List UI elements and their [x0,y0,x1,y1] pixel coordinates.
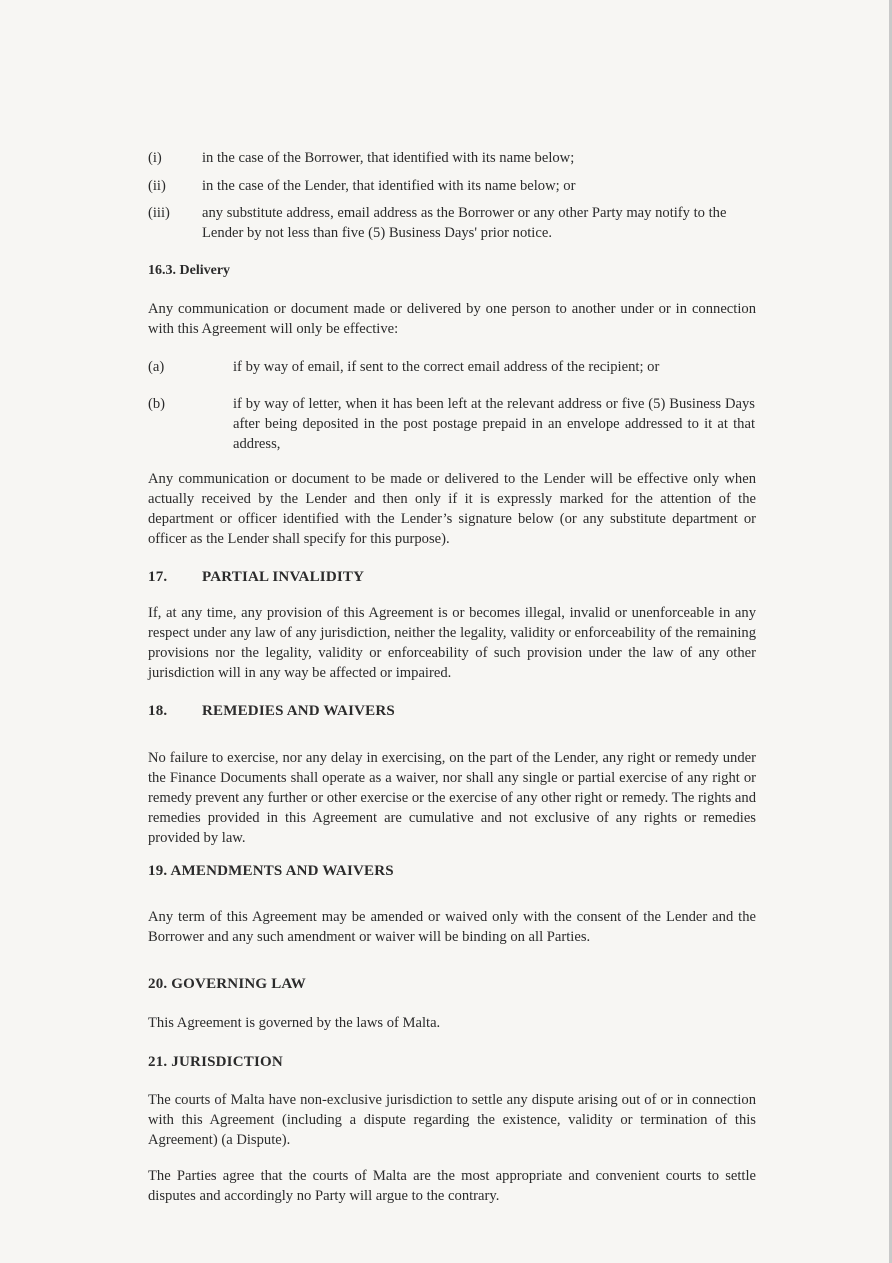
section-19-body: Any term of this Agreement may be amended or waived only with the consent of the Lender and the Borrower and any such amendment or waiver will be binding on all Parties. [148,909,756,945]
section-16-3-heading: 16.3. Delivery [148,263,231,278]
section-17-body: If, at any time, any provision of this Agreement is or becomes illegal, invalid or unenforceable in any respect under any law of any jurisdiction, neither the legality, validity or enforceability of the remaining provisions nor the legality, validity or enforceability of such provision under the law of any other jurisdiction will in any way be affected or impaired. [148,605,756,681]
section-number: 17. [148,569,168,585]
section-title: REMEDIES AND WAIVERS [202,703,395,719]
list-item-number: (ii) [148,178,166,194]
section-21-body-1: The courts of Malta have non-exclusive jurisdiction to settle any dispute arising out of or in connection with this Agreement (including a dispute regarding the existence, validity or termination of this Agreement) (a Dispute). [148,1092,756,1148]
section-19-heading: 19. AMENDMENTS AND WAIVERS [148,863,394,879]
section-17-heading [148,567,364,587]
section-16-3-intro: Any communication or document made or delivered by one person to another under or in connection with this Agreement will only be effective: [148,301,756,337]
list-item-number: (iii) [148,205,170,221]
section-21-heading: 21. JURISDICTION [148,1054,283,1070]
list-item-text: any substitute address, email address as the Borrower or any other Party may notify to the Lender by not less than five (5) Business Days' prior notice. [202,205,727,241]
list-item-number: (i) [148,150,162,166]
section-20-body: This Agreement is governed by the laws of Malta. [148,1015,441,1031]
section-18-body: No failure to exercise, nor any delay in exercising, on the part of the Lender, any right or remedy under the Finance Documents shall operate as a waiver, nor shall any single or partial exercise of any right or remedy prevent any further or other exercise or the exercise of any other right or remedy. The rights and remedies provided in this Agreement are cumulative and not exclusive of any rights or remedies provided by law. [148,750,756,846]
list-item-number: (a) [148,359,165,375]
section-21-body-2: The Parties agree that the courts of Malta are the most appropriate and convenient courts to settle disputes and accordingly no Party will argue to the contrary. [148,1168,756,1204]
list-item-text: in the case of the Lender, that identified with its name below; or [202,178,576,194]
section-number: 18. [148,703,168,719]
section-18-heading [148,701,395,721]
list-item-number: (b) [148,396,166,412]
list-item-text: if by way of email, if sent to the correct email address of the recipient; or [233,359,660,375]
list-item-text: if by way of letter, when it has been left at the relevant address or five (5) Business Days after being deposited in the post postage prepaid in an envelope addressed to it at that address, [233,396,755,452]
section-16-3-closing: Any communication or document to be made or delivered to the Lender will be effective only when actually received by the Lender and then only if it is expressly marked for the attention of the department or officer identified with the Lender’s signature below (or any substitute department or officer as the Lender shall specify for this purpose). [148,471,756,547]
section-20-heading: 20. GOVERNING LAW [148,976,306,992]
list-item-text: in the case of the Borrower, that identified with its name below; [202,150,575,166]
section-title: PARTIAL INVALIDITY [202,569,365,585]
